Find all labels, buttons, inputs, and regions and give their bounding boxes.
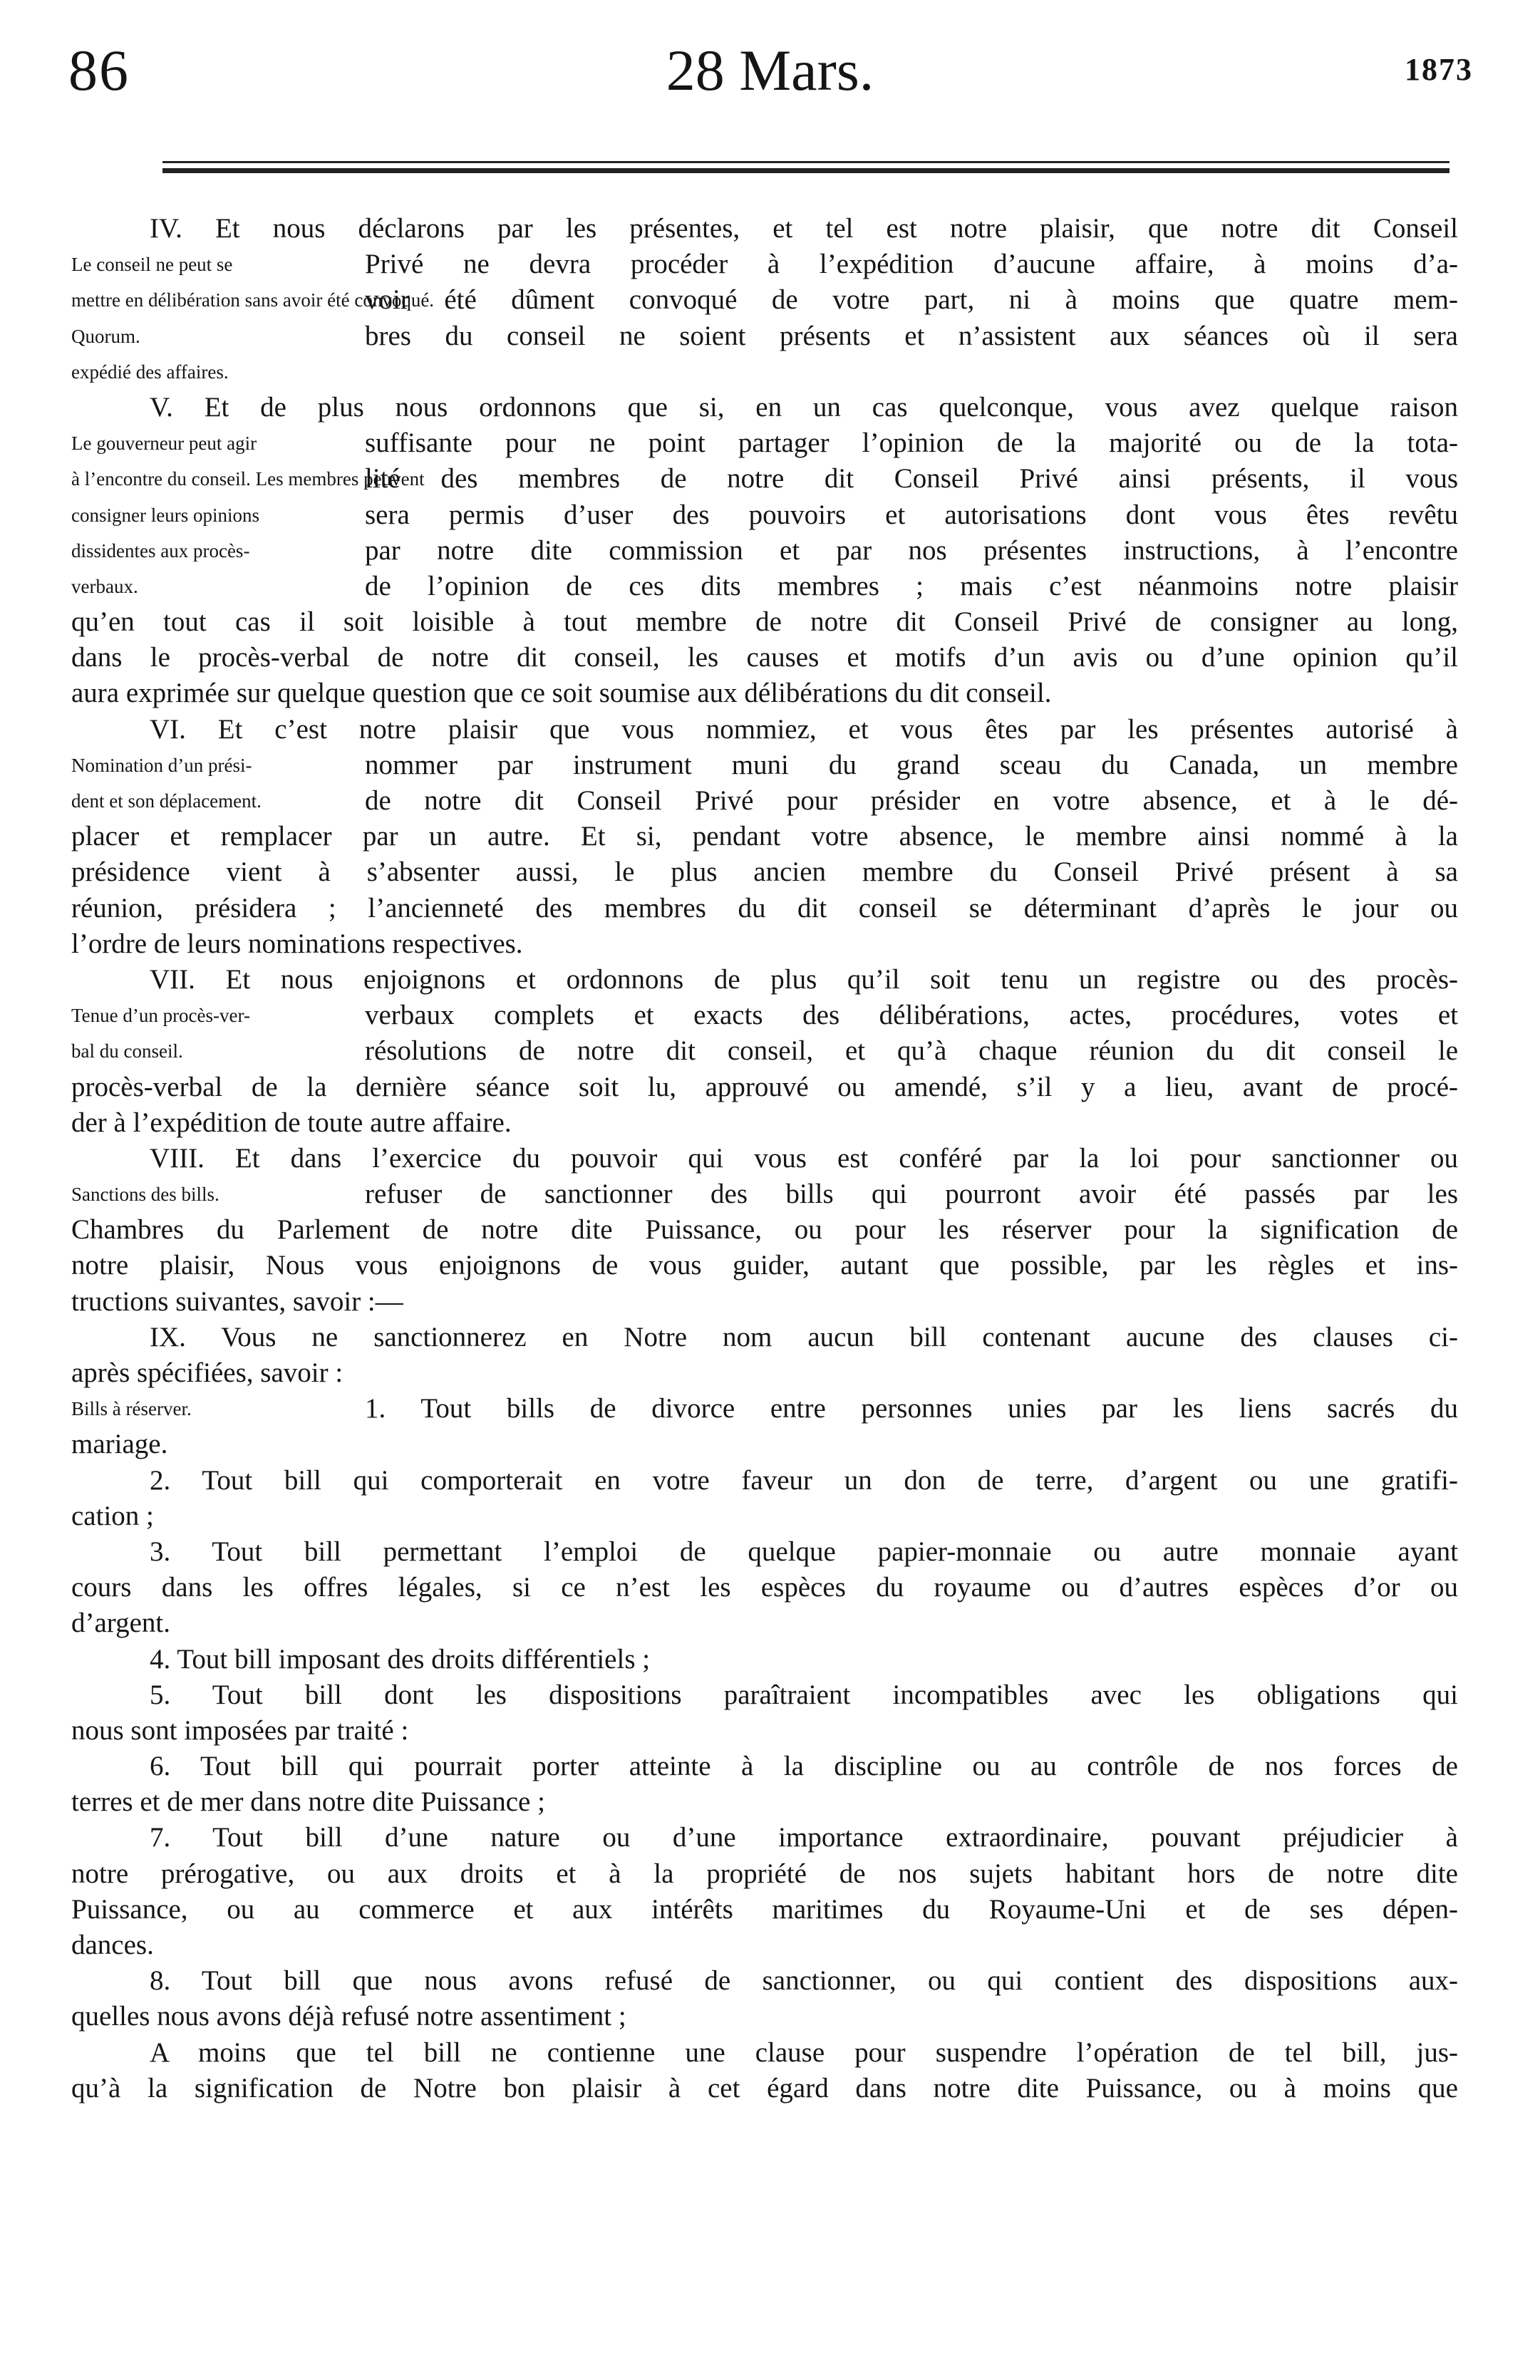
line-text: mariage. [71,1429,168,1460]
text-line [71,1284,1458,1320]
text-line [71,1212,1458,1248]
line-text: VIII. Et dans l’exercice du pouvoir qui vous est conféré par la loi pour sanctionner ou [150,1142,1458,1174]
text-line [71,1499,1458,1534]
margin-note: Tenue d’un procès-ver- [71,1005,250,1027]
text-line [71,1427,1458,1462]
text-line [71,1713,1458,1749]
text-line [71,282,1458,318]
line-text: d’argent. [71,1608,170,1639]
margin-note: dissidentes aux procès- [71,539,250,562]
text-line [71,1391,1458,1427]
text-line [71,2035,1458,2071]
text-line [71,497,1458,533]
text-line [71,783,1458,819]
line-text: 3. Tout bill permettant l’emploi de quelque papier-monnaie ou autre monnaie ayant [150,1536,1458,1567]
text-line [71,819,1458,854]
text-line [71,604,1458,640]
line-text: Privé ne devra procéder à l’expédition d’aucune affaire, à moins d’a- [365,249,1458,280]
text-line [71,1070,1458,1105]
line-text: nommer par instrument muni du grand sceau du Canada, un membre [365,749,1458,780]
line-text: bres du conseil ne soient présents et n’assistent aux séances où il sera [365,320,1458,351]
line-text: IV. Et nous déclarons par les présentes, et tel est notre plaisir, que notre dit Conseil [150,213,1458,244]
line-text: résolutions de notre dit conseil, et qu’à chaque réunion du dit conseil le [365,1035,1458,1067]
text-line [71,1963,1458,1999]
text-line [71,676,1458,711]
text-line [71,1856,1458,1892]
text-line [71,533,1458,569]
line-text: 1. Tout bills de divorce entre personnes unies par les liens sacrés du [365,1393,1458,1424]
text-line [71,1355,1458,1391]
text-line [71,354,1458,390]
line-text: IX. Vous ne sanctionnerez en Notre nom aucun bill contenant aucune des clauses ci- [150,1321,1458,1352]
line-text: voir été dûment convoqué de votre part, ni à moins que quatre mem- [365,284,1458,316]
line-text: dans le procès-verbal de notre dit conseil, les causes et motifs d’un avis ou d’une opinion qu’il [71,642,1458,673]
text-line [71,1749,1458,1784]
margin-note: consigner leurs opinions [71,504,259,526]
text-line [71,747,1458,783]
line-text: 6. Tout bill qui pourrait porter atteinte à la discipline ou au contrôle de nos forces de [150,1751,1458,1782]
margin-note: Le gouverneur peut agir [71,433,257,455]
text-line [71,640,1458,676]
text-line [71,1534,1458,1570]
text-line [71,712,1458,747]
line-text: aura exprimée sur quelque question que ce soit soumise aux délibérations du dit conseil. [71,678,1052,709]
line-text: sera permis d’user des pouvoirs et autorisations dont vous êtes revêtu [365,499,1458,530]
margin-note: mettre en délibération sans avoir été convoqué. [71,289,435,311]
line-text: refuser de sanctionner des bills qui pourront avoir été passés par les [365,1179,1458,1210]
margin-note: Bills à réserver. [71,1398,192,1420]
text-line [71,247,1458,282]
document-body [71,211,1458,2106]
text-line [71,1320,1458,1355]
text-line [71,1784,1458,1820]
text-line [71,1999,1458,2034]
header-rule-thin [162,161,1449,163]
text-line [71,1892,1458,1928]
text-line [71,1820,1458,1856]
line-text: VII. Et nous enjoignons et ordonnons de plus qu’il soit tenu un registre ou des procès- [150,963,1458,995]
line-text: par notre dite commission et par nos présentes instructions, à l’encontre [365,534,1458,566]
line-text: 4. Tout bill imposant des droits différentiels ; [150,1643,651,1675]
line-text: cours dans les offres légales, si ce n’est les espèces du royaume ou d’autres espèces d’or ou [71,1572,1458,1603]
line-text: de notre dit Conseil Privé pour présider en votre absence, et à le dé- [365,785,1458,816]
text-line [71,1605,1458,1641]
line-text: 2. Tout bill qui comporterait en votre faveur un don de terre, d’argent ou une gratifi- [150,1464,1458,1496]
line-text: nous sont imposées par traité : [71,1714,409,1746]
line-text: placer et remplacer par un autre. Et si, pendant votre absence, le membre ainsi nommé à la [71,821,1458,852]
text-line [71,211,1458,247]
line-text: qu’à la signification de Notre bon plaisir à cet égard dans notre dite Puissance, ou à moins que [71,2072,1458,2104]
line-text: 8. Tout bill que nous avons refusé de sanctionner, ou qui contient des dispositions aux- [150,1965,1458,1997]
line-text: procès-verbal de la dernière séance soit lu, approuvé ou amendé, s’il y a lieu, avant de procé- [71,1071,1458,1102]
margin-note: Le conseil ne peut se [71,254,233,276]
line-text: lité des membres de notre dit Conseil Privé ainsi présents, il vous [365,463,1458,495]
line-text: verbaux complets et exacts des délibérations, actes, procédures, votes et [365,1000,1458,1031]
text-line [71,891,1458,926]
text-line [71,998,1458,1033]
running-header [0,0,1540,171]
margin-note: Sanctions des bills. [71,1184,219,1206]
line-text: tructions suivantes, savoir :— [71,1285,403,1317]
text-line [71,319,1458,354]
text-line [71,962,1458,998]
margin-note: expédié des affaires. [71,361,229,383]
text-line [71,569,1458,604]
text-line [71,1176,1458,1212]
text-line [71,926,1458,962]
line-text: quelles nous avons déjà refusé notre assentiment ; [71,2001,626,2032]
line-text: après spécifiées, savoir : [71,1357,343,1388]
line-text: cation ; [71,1500,154,1531]
text-line [71,1642,1458,1677]
text-line [71,425,1458,461]
line-text: notre plaisir, Nous vous enjoignons de vous guider, autant que possible, par les règles et ins- [71,1250,1458,1281]
margin-note: Nomination d’un prési- [71,754,252,776]
text-line [71,1105,1458,1141]
text-line [71,1928,1458,1963]
page-year: 1873 [1405,52,1473,87]
line-text: dances. [71,1930,154,1960]
text-line [71,1141,1458,1176]
line-text: 5. Tout bill dont les dispositions paraîtraient incompatibles avec les obligations qui [150,1679,1458,1710]
text-line [71,1570,1458,1605]
page-number: 86 [68,38,130,103]
line-text: 7. Tout bill d’une nature ou d’une importance extraordinaire, pouvant préjudicier à [150,1822,1458,1853]
line-text: Puissance, ou au commerce et aux intérêts maritimes du Royaume-Uni et de ses dépen- [71,1893,1458,1925]
header-rule-thick [162,168,1449,173]
line-text: qu’en tout cas il soit loisible à tout membre de notre dit Conseil Privé de consigner au long, [71,606,1458,638]
margin-note: bal du conseil. [71,1040,183,1062]
text-line [71,1248,1458,1283]
line-text: VI. Et c’est notre plaisir que vous nommiez, et vous êtes par les présentes autorisé à [150,713,1458,745]
line-text: présidence vient à s’absenter aussi, le plus ancien membre du Conseil Privé présent à sa [71,857,1458,888]
line-text: A moins que tel bill ne contienne une clause pour suspendre l’opération de tel bill, jus- [150,2037,1458,2068]
page-date: 28 Mars. [666,38,874,103]
margin-note: à l’encontre du conseil. Les membres peuvent [71,468,425,490]
text-line [71,1033,1458,1069]
line-text: de l’opinion de ces dits membres ; mais c’est néanmoins notre plaisir [365,570,1458,601]
line-text: réunion, présidera ; l’ancienneté des membres du dit conseil se déterminant d’après le jour ou [71,892,1458,923]
line-text: notre prérogative, ou aux droits et à la propriété de nos sujets habitant hors de notre dite [71,1858,1458,1889]
text-line [71,390,1458,425]
text-line [71,854,1458,890]
line-text: V. Et de plus nous ordonnons que si, en un cas quelconque, vous avez quelque raison [150,391,1458,423]
margin-note: dent et son déplacement. [71,790,262,812]
text-line [71,461,1458,497]
text-line [71,2071,1458,2106]
line-text: der à l’expédition de toute autre affaire. [71,1107,512,1138]
margin-note: Quorum. [71,325,140,347]
text-line [71,1463,1458,1499]
margin-note: verbaux. [71,575,138,597]
line-text: suffisante pour ne point partager l’opinion de la majorité ou de la tota- [365,428,1458,459]
line-text: Chambres du Parlement de notre dite Puissance, ou pour les réserver pour la signification de [71,1214,1458,1246]
line-text: terres et de mer dans notre dite Puissance ; [71,1786,545,1818]
text-line [71,1677,1458,1713]
line-text: l’ordre de leurs nominations respectives. [71,928,523,959]
